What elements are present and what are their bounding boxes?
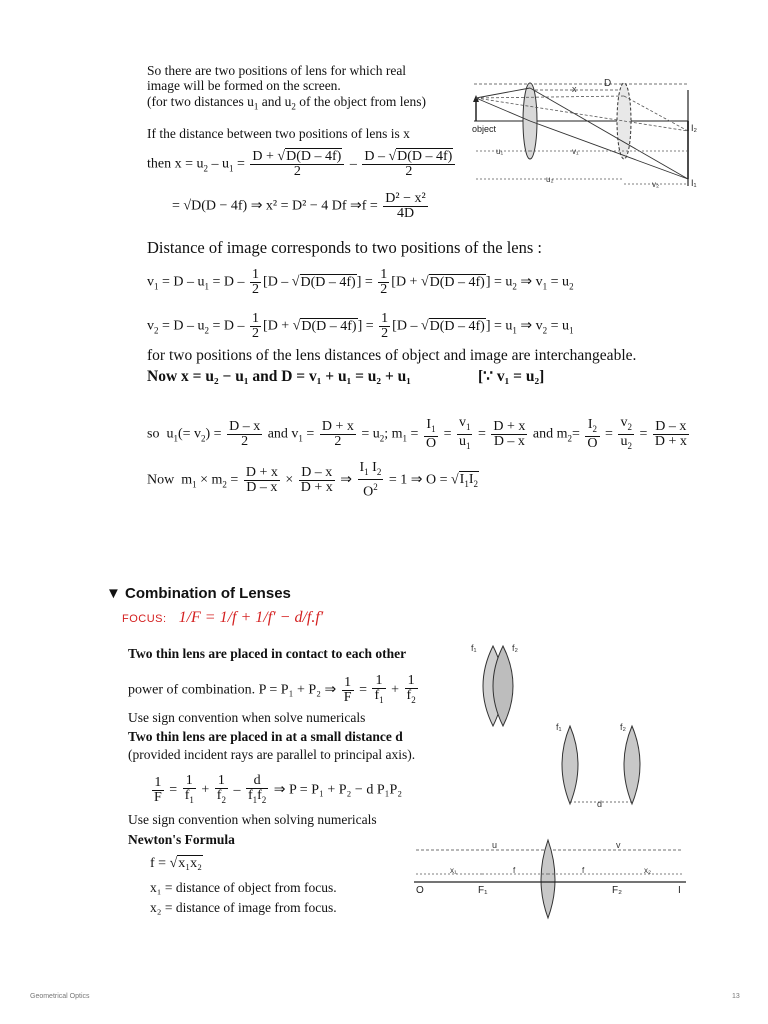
equation-product: Now $m_1 \times m_2$ = $\frac{D + x}{D - x}$ × $\frac{D - x}{D + x}$ ⇒ $\frac{I_1 I_2}{O^2}$ = 1 ⇒ $O = √I_1I_2$ xyxy=(147,460,479,500)
label-F1: F₁ xyxy=(478,885,488,896)
label-u1: u₁ xyxy=(496,147,504,156)
sign-convention-1: Use sign convention when solve numericals xyxy=(128,710,366,725)
label-f2-separated: f₂ xyxy=(620,722,626,732)
label-d: d xyxy=(597,799,603,808)
page-number: 13 xyxy=(732,993,740,1000)
label-F2: F₂ xyxy=(612,885,622,896)
label-f1-contact: f₁ xyxy=(471,643,477,653)
newton-lens xyxy=(541,840,555,918)
label-x1: x₁ xyxy=(450,866,457,875)
label-f1-separated: f₁ xyxy=(556,722,562,732)
label-v1: v₁ xyxy=(572,147,579,156)
power-separated: $\frac{1}{F}$ = $\frac{1}{f_1}$ + $\frac{1}{f_2}$ – $\frac{d}{f_1f_2}$ ⇒ P = P₁ + P₂ − d P₁P₂ xyxy=(154,773,403,805)
lenses-in-contact-diagram xyxy=(468,642,528,728)
contact-heading: Two thin lens are placed in contact to each other xyxy=(128,646,407,661)
newton-formula: f = √x₁x₂ xyxy=(150,856,203,871)
lens-separated-2 xyxy=(624,726,640,804)
parallel-rays-note: (provided incident rays are parallel to principal axis). xyxy=(128,747,416,762)
x2-definition: x₂ = distance of image from focus. xyxy=(150,900,337,915)
equation-v1: $v_1 = D - u_1 = D$ – $\frac{1}{2}$ [D – √D(D – 4f)] = $\frac{1}{2}$ $[D + √D(D - 4f)] = u_2$ ⇒ $v_1 = u_2$ xyxy=(147,267,574,297)
label-v2: v₂ xyxy=(652,180,660,189)
label-x2: x₂ xyxy=(644,866,652,875)
newton-heading: Newton's Formula xyxy=(128,832,235,847)
power-combination: power of combination. P = P₁ + P₂ ⇒ $\frac{1}{F}$ = $\frac{1}{f_1}$ + $\frac{1}{f_2}$ xyxy=(128,673,416,705)
intro-line-4: If the distance between two positions of lens is x xyxy=(147,126,410,141)
equation-magnifications: so $u_1(= v_2)$ = $\frac{D - x}{2}$ and $v_1$ = $\frac{D + x}{2}$ = $u_2$; $m_1$ = $\frac{I_1}{O}$ = $\frac{v_1}{u_1}$ = $\frac{D + x}{D - x}$ and $m_2=$ $\frac{I_2}{O}$ = $\frac{v_2}{u_2}$ = $\frac{D - x}{D + x}$ xyxy=(147,415,687,451)
newton-diagram xyxy=(410,836,690,920)
intro-line-1: So there are two positions of lens for which real xyxy=(147,63,407,78)
focus-label: FOCUS: xyxy=(122,613,167,625)
focus-row xyxy=(122,609,323,627)
label-D: D xyxy=(604,78,612,89)
label-v: v xyxy=(616,840,621,850)
equation-x: then $x = u_2 - u_1$ = $\frac{D + √D(D - 4f)}{2}$ – $\frac{D - √D(D - 4f)}{2}$ xyxy=(147,150,457,179)
interchangeable-text: for two positions of the lens distances of object and image are interchangeable. xyxy=(147,347,637,364)
label-u: u xyxy=(492,840,498,850)
label-x: x xyxy=(572,84,577,94)
label-I2: I₂ xyxy=(691,123,697,133)
intro-line-3: (for two distances $u_1$ and $u_2$ of the object from lens) xyxy=(147,94,426,112)
intro-line-2: image will be formed on the screen. xyxy=(147,78,341,93)
combination-heading: ▼ Combination of Lenses xyxy=(106,585,291,602)
lenses-at-distance-diagram xyxy=(550,720,650,808)
label-I1: I₁ xyxy=(691,178,697,188)
equation-f: = √D(D − 4f) ⇒ x² = D² − 4 Df ⇒f = $\frac{\text{D² − x²}}{4D}$ xyxy=(172,191,426,221)
label-I: I xyxy=(678,885,681,896)
equation-v2: $v_2 = D - u_2 = D$ – $\frac{1}{2}$ [D + √D(D – 4f)] = $\frac{1}{2}$ $[D - √D(D - 4f)] = u_1$ ⇒ $v_2 = u_1$ xyxy=(147,311,574,341)
lens-separated-1 xyxy=(562,726,578,804)
sign-convention-2: Use sign convention when solving numericals xyxy=(128,812,377,827)
label-u2: u₂ xyxy=(546,175,554,184)
x1-definition: x₁ = distance of object from focus. xyxy=(150,880,337,895)
focus-formula: 1/F = 1/f + 1/f′ − d/f.f′ xyxy=(178,609,324,626)
distance-heading: Two thin lens are placed in at a small distance d xyxy=(128,729,403,744)
label-f-left: f xyxy=(513,866,516,875)
triangle-down-icon: ▼ xyxy=(106,585,121,602)
label-O: O xyxy=(416,885,424,896)
footer-title: Geometrical Optics xyxy=(30,993,90,1000)
two-positions-diagram xyxy=(462,76,708,194)
label-f-right: f xyxy=(582,866,585,875)
label-object: object xyxy=(472,124,497,134)
image-distance-heading: Distance of image corresponds to two positions of the lens : xyxy=(147,238,543,257)
label-f2-contact: f₂ xyxy=(512,643,518,653)
now-x-equation: Now x = u₂ − u₁ and D = v₁ + u₁ = u₂ + u₁ xyxy=(147,368,411,385)
because-note: [∵ v₁ = u₂] xyxy=(478,368,545,385)
